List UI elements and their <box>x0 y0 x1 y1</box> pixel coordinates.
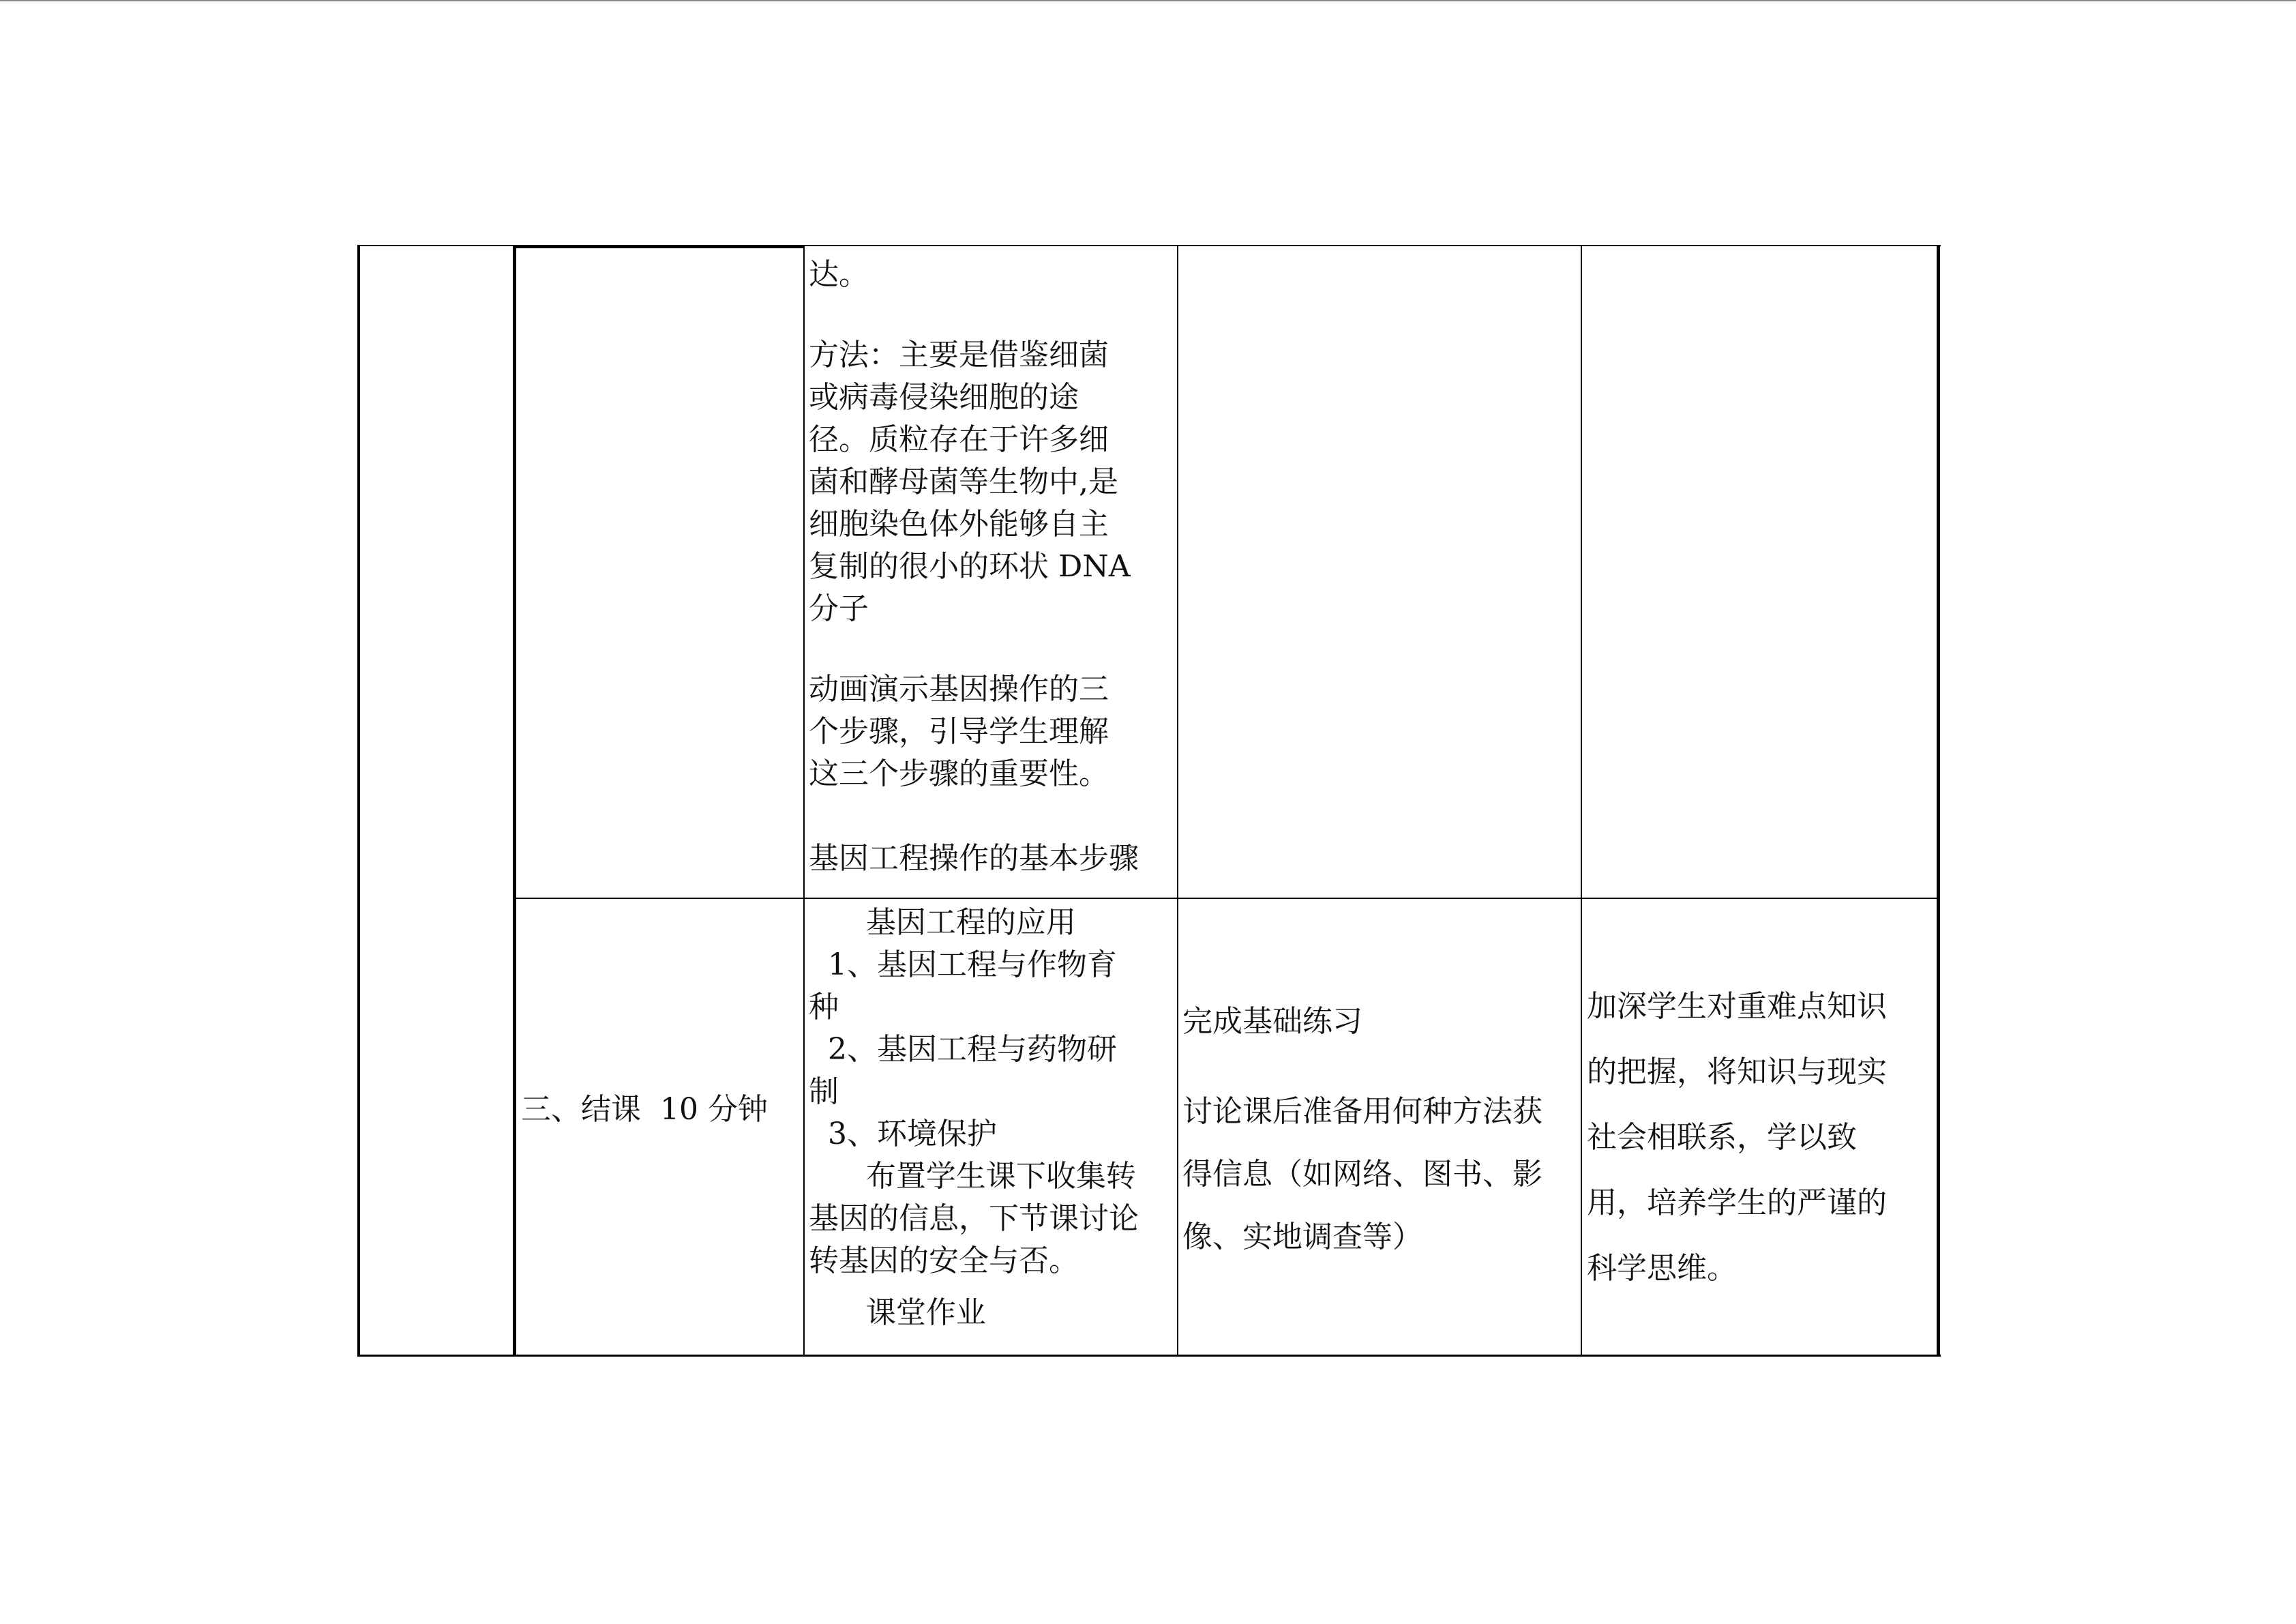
activity-line: 像、实地调查等） <box>1182 1220 1422 1254</box>
animation-line: 个步骤，引导学生理解 <box>809 714 1109 749</box>
intent-line: 科学思维。 <box>1587 1251 1737 1286</box>
row2-teaching-content-cell <box>809 902 1177 1334</box>
animation-line: 动画演示基因操作的三 <box>809 672 1109 707</box>
content-line: 制 <box>809 1074 839 1109</box>
content-line: 种 <box>809 990 839 1024</box>
intent-line: 加深学生对重难点知识 <box>1587 989 1887 1024</box>
animation-line: 这三个步骤的重要性。 <box>809 756 1109 791</box>
method-line: 方法：主要是借鉴细菌 <box>809 338 1109 372</box>
col-border-2 <box>803 245 805 1357</box>
content-line: 2、基因工程与药物研 <box>809 1032 1117 1067</box>
method-line: 径。质粒存在于许多细 <box>809 422 1109 457</box>
blank-line <box>809 296 1177 334</box>
col-border-4 <box>1581 245 1582 1357</box>
intent-line: 社会相联系，学以致 <box>1587 1120 1857 1155</box>
row-divider <box>515 898 1940 899</box>
row2-student-activity-cell <box>1182 990 1578 1269</box>
blank-line <box>809 630 1177 668</box>
content-line: 基因工程的应用 <box>809 905 1076 940</box>
table-top-border-thick <box>513 245 803 248</box>
spacer <box>1182 1053 1578 1080</box>
intent-line: 的把握，将知识与现实 <box>1587 1054 1887 1089</box>
row2-design-intent-cell <box>1587 974 1941 1301</box>
content-line: 3、环境保护 <box>809 1117 997 1151</box>
method-line: 达。 <box>809 257 869 292</box>
method-line: 或病毒侵染细胞的途 <box>809 380 1079 415</box>
col-border-3 <box>1177 245 1178 1357</box>
col-border-1 <box>513 245 516 1357</box>
method-line: 菌和酵母菌等生物中,是 <box>809 464 1118 499</box>
intent-line: 用，培养学生的严谨的 <box>1587 1185 1887 1220</box>
activity-line: 完成基础练习 <box>1182 1004 1362 1039</box>
method-line: 分子 <box>809 591 869 626</box>
method-line: 细胞染色体外能够自主 <box>809 507 1109 542</box>
basic-steps-line: 基因工程操作的基本步骤 <box>809 841 1139 876</box>
blank-line <box>809 795 1177 838</box>
content-line: 课堂作业 <box>809 1295 986 1330</box>
method-line: 复制的很小的环状 DNA <box>809 549 1131 584</box>
col-border-left <box>357 245 360 1357</box>
content-line: 1、基因工程与作物育 <box>809 947 1117 982</box>
content-line: 转基因的安全与否。 <box>809 1243 1079 1278</box>
stage-label-cell: 三、结课 10 分钟 <box>521 1092 768 1127</box>
activity-line: 得信息（如网络、图书、影 <box>1182 1157 1542 1192</box>
row1-method-cell <box>809 254 1177 880</box>
activity-line: 讨论课后准备用何种方法获 <box>1182 1094 1542 1129</box>
content-line: 基因的信息，下节课讨论 <box>809 1201 1139 1236</box>
content-line: 布置学生课下收集转 <box>809 1159 1136 1194</box>
table-bottom-border <box>357 1355 1941 1357</box>
